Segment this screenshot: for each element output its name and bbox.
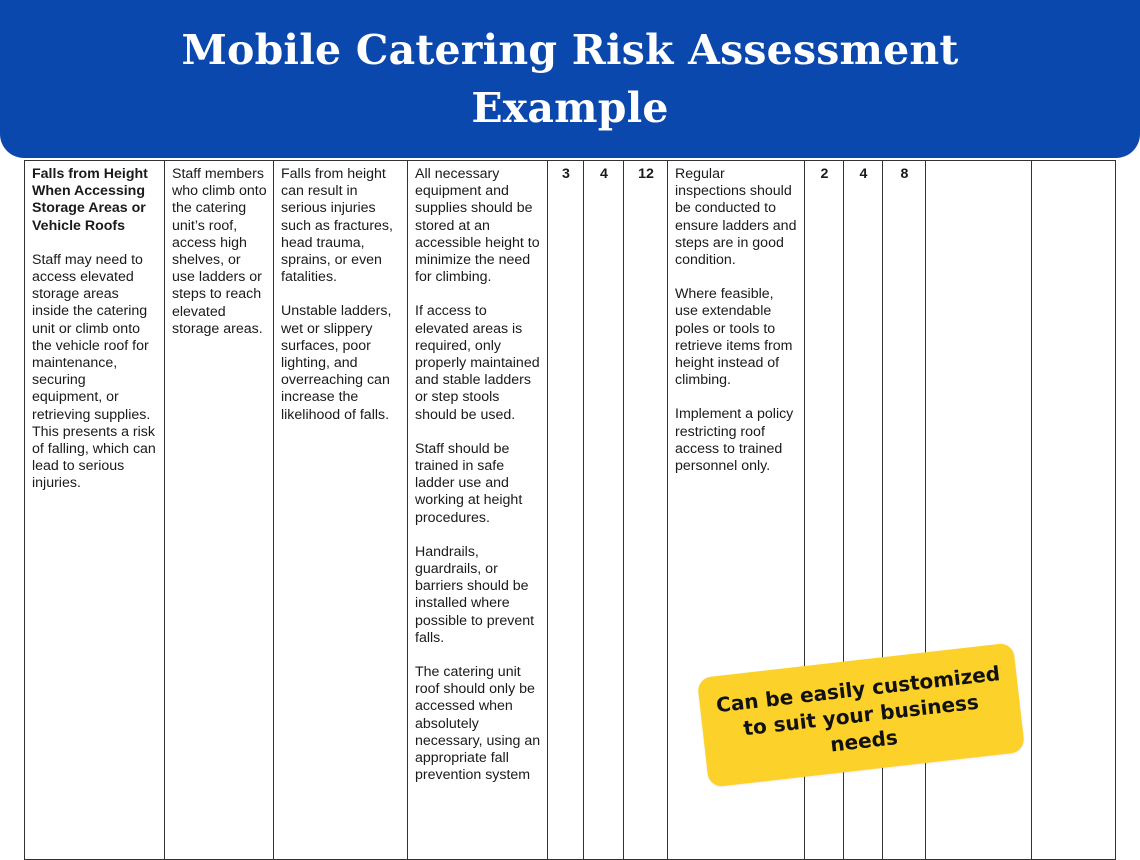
page-title-line-1: Mobile Catering Risk Assessment: [181, 26, 959, 74]
hazard-title: Falls from Height When Accessing Storage Areas or Vehicle Roofs: [32, 166, 148, 234]
initial-risk-rating-cell: 12: [624, 161, 668, 860]
control-measure: Handrails, guardrails, or barriers should be installed where possible to prevent falls.: [415, 543, 535, 646]
further-action: Regular inspections should be conducted to ensure ladders and steps are in good condition.: [675, 166, 797, 269]
who-at-risk-cell: [165, 161, 274, 860]
page-title-line-2: Example: [471, 84, 669, 132]
further-action: Implement a policy restricting roof access to trained personnel only.: [675, 406, 794, 475]
control-measures-cell: [408, 161, 548, 860]
further-action: Where feasible, use extendable poles or tools to retrieve items from height instead of climbing.: [675, 286, 793, 389]
residual-likelihood-cell: 2: [805, 161, 844, 860]
harm-cell: [274, 161, 408, 860]
initial-severity-cell: 4: [584, 161, 624, 860]
control-measure: Staff should be trained in safe ladder use and working at height procedures.: [415, 440, 523, 526]
who-at-risk-text: Staff members who climb onto the catering unit’s roof, access high shelves, or use ladders or steps to reach elevated storage areas.: [172, 166, 267, 337]
empty-cell: [1032, 161, 1116, 860]
harm-paragraph: Falls from height can result in serious injuries such as fractures, head trauma, sprains, or even fatalities.: [281, 166, 393, 286]
title-banner: [0, 0, 1140, 158]
control-measure: All necessary equipment and supplies should be stored at an accessible height to minimize the need for climbing.: [415, 166, 540, 286]
hazard-description: Staff may need to access elevated storage areas inside the catering unit or climb onto the vehicle roof for maintenance, securing equipment, or retrieving supplies. This presents a risk of falling, which can lead to serious injuries.: [32, 251, 156, 492]
residual-severity-cell: 4: [844, 161, 883, 860]
initial-likelihood-cell: 3: [548, 161, 584, 860]
control-measure: If access to elevated areas is required, only properly maintained and stable ladders or step stools should be used.: [415, 303, 540, 423]
hazard-cell: [25, 161, 165, 860]
residual-risk-rating-cell: 8: [883, 161, 926, 860]
control-measure: The catering unit roof should only be accessed when absolutely necessary, using an appropriate fall prevention system: [415, 664, 541, 784]
harm-paragraph: Unstable ladders, wet or slippery surfaces, poor lighting, and overreaching can increase the likelihood of falls.: [281, 303, 392, 423]
sticker-text: Can be easily customized to suit your business needs: [714, 661, 1002, 757]
